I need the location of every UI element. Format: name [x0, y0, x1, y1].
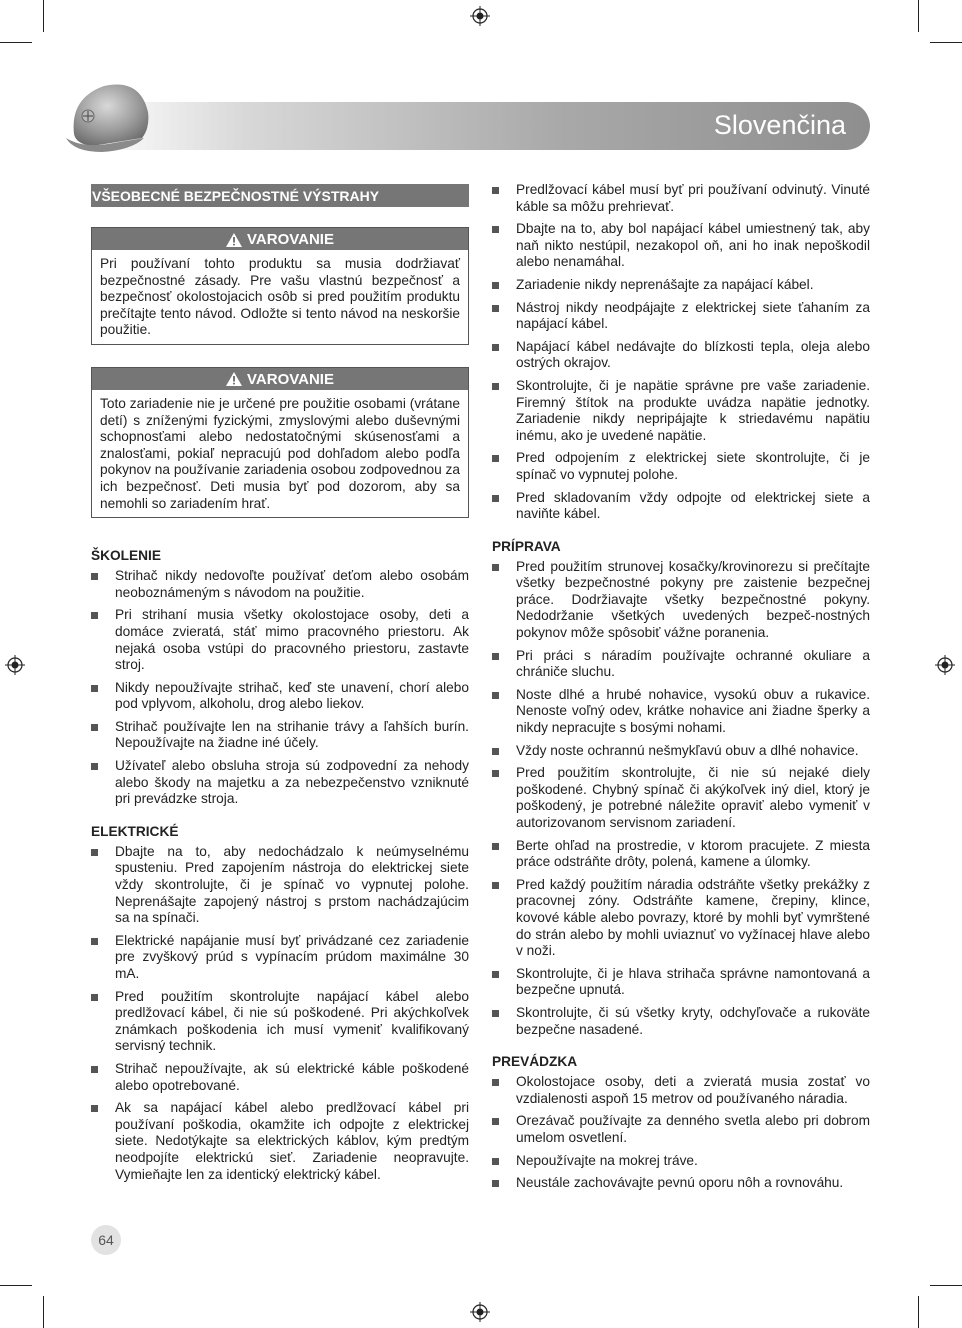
list-item: Napájací kábel nedávajte do blízkosti tepla, oleja alebo ostrých okrajov.: [492, 339, 870, 372]
list-item: Orezávač používajte za denného svetla alebo pri dobrom umelom osvetlení.: [492, 1113, 870, 1146]
list-skolenie: [91, 568, 469, 808]
list-item: Skontrolujte, či je hlava strihača správne namontovaná a bezpečne upnutá.: [492, 966, 870, 999]
list-item: Berte ohľad na prostredie, v ktorom pracujete. Z miesta práce odstráňte drôty, polená, kamene a úlomky.: [492, 838, 870, 871]
list-item: Pred použitím skontrolujte napájací kábel alebo predlžovací kábel, či nie sú poškodené. Pri akýchkoľvek známkach poškodenia ich musí vymeniť kvalifikovaný servisný technik.: [91, 989, 469, 1055]
square-bullet-icon: [492, 882, 499, 889]
list-item: Pri práci s náradím používajte ochranné okuliare a chrániče sluchu.: [492, 648, 870, 681]
crop-mark: [0, 1285, 32, 1286]
list-item: Dbajte na to, aby nedochádzalo k neúmyselnému spusteniu. Pred zapojením nástroja do elektrickej siete vždy skontrolujte, či je spínač vo vypnutej polohe. Neprenášajte zapojený nástroj s prstom nachádzajúcim sa na spínači.: [91, 844, 469, 927]
registration-mark-icon: [5, 655, 25, 675]
warning-triangle-icon: [226, 233, 242, 247]
header-bar: [90, 102, 870, 150]
warning-text: Pri používaní tohto produktu sa musia dodržiavať bezpečnostné zásady. Pre vašu vlastnú bezpečnosť a bezpečnosť okolostojacich osôb si pred použitím produktu prečítajte tento návod. Odložte si tento návod na neskoršie použitie.: [100, 256, 460, 338]
square-bullet-icon: [492, 1079, 499, 1086]
crop-mark: [918, 0, 919, 32]
list-item: Elektrické napájanie musí byť privádzané cez zariadenie pre zvyškový prúd s vypínacím prúdom maximálne 30 mA.: [91, 933, 469, 983]
square-bullet-icon: [492, 748, 499, 755]
list-item: Noste dlhé a hrubé nohavice, vysokú obuv a rukavice. Nenoste voľný odev, krátke nohavice ani žiadne šperky a nikdy nepracujte s bosými nohami.: [492, 687, 870, 737]
square-bullet-icon: [492, 971, 499, 978]
list-item: Pred použitím skontrolujte, či nie sú nejaké diely poškodené. Chybný spínač či akýkoľvek iný diel, ktorý je poškodený, je potrebné náležite opraviť alebo vymeniť v autorizovanom servisnom zariadení.: [492, 765, 870, 831]
language-title: Slovenčina: [713, 110, 846, 140]
section-title: VŠEOBECNÉ BEZPEČNOSTNÉ VÝSTRAHY: [91, 184, 469, 207]
subsection-title-prevadzka: PREVÁDZKA: [492, 1054, 578, 1070]
crop-mark: [43, 1296, 44, 1328]
square-bullet-icon: [492, 1158, 499, 1165]
right-column: [492, 182, 870, 1198]
list-item: Pred skladovaním vždy odpojte od elektrickej siete a naviňte kábel.: [492, 490, 870, 523]
list-priprava: [492, 559, 870, 1038]
square-bullet-icon: [91, 994, 98, 1001]
square-bullet-icon: [91, 573, 98, 580]
list-item: Pred použitím strunovej kosačky/krovinorezu si prečítajte všetky bezpečnostné pokyny pre zaistenie bezpečnej práce. Dodržiavajte všetky bezpečnostné pokyny. Nedodržanie všetkých uvedených bezpeč-nostných pokynov môže spôsobiť vážne poranenia.: [492, 559, 870, 642]
registration-mark-icon: [470, 6, 490, 26]
list-item: Okolostojace osoby, deti a zvieratá musia zostať vo vzdialenosti aspoň 15 metrov od používaného náradia.: [492, 1074, 870, 1107]
warning-box: [91, 367, 469, 518]
square-bullet-icon: [91, 938, 98, 945]
list-item: Užívateľ alebo obsluha stroja sú zodpovední za nehody alebo škody na majetku a za nebezpečenstvo vzniknuté pri prevádzke stroja.: [91, 758, 469, 808]
warning-title: VAROVANIE: [247, 370, 334, 388]
list-item: Nikdy nepoužívajte strihač, keď ste unavení, chorí alebo pod vplyvom, alkoholu, drog alebo liekov.: [91, 680, 469, 713]
list-item: Zariadenie nikdy neprenášajte za napájací kábel.: [492, 277, 870, 294]
square-bullet-icon: [91, 685, 98, 692]
list-item: Predlžovací kábel musí byť pri používaní odvinutý. Vinuté káble sa môžu prehrievať.: [492, 182, 870, 215]
square-bullet-icon: [492, 843, 499, 850]
crop-mark: [930, 1285, 962, 1286]
list-elektricke: [91, 844, 469, 1183]
crop-mark: [918, 1296, 919, 1328]
list-item: Strihač používajte len na strihanie trávy a ľahších burín. Nepoužívajte na žiadne iné účely.: [91, 719, 469, 752]
registration-mark-icon: [935, 655, 955, 675]
square-bullet-icon: [492, 564, 499, 571]
warning-header: [92, 368, 468, 390]
crop-mark: [43, 0, 44, 32]
list-item: Pred každý použitím náradia odstráňte všetky prekážky z pracovnej zóny. Odstráňte kamene, črepiny, klince, kovové káble alebo povrazy, ktoré by mohli byť vymrštené do strán alebo by mohli uviaznuť vo vyžínacej hlave alebo v noži.: [492, 877, 870, 960]
subsection-title-priprava: PRÍPRAVA: [492, 538, 561, 554]
square-bullet-icon: [492, 770, 499, 777]
square-bullet-icon: [492, 692, 499, 699]
crop-mark: [0, 42, 32, 43]
square-bullet-icon: [91, 612, 98, 619]
warning-box: [91, 227, 469, 345]
square-bullet-icon: [492, 305, 499, 312]
list-item: Pri strihaní musia všetky okolostojace osoby, deti a domáce zvieratá, stáť mimo pracovného priestoru. Ak nejaká osoba vstúpi do pracovného priestoru, zastavte stroj.: [91, 607, 469, 673]
warning-title: VAROVANIE: [247, 231, 334, 248]
warning-triangle-icon: [226, 372, 242, 386]
square-bullet-icon: [492, 1010, 499, 1017]
list-item: Nepoužívajte na mokrej tráve.: [492, 1153, 870, 1170]
square-bullet-icon: [492, 282, 499, 289]
subsection-title-skolenie: ŠKOLENIE: [91, 548, 161, 564]
square-bullet-icon: [492, 653, 499, 660]
warning-text: Toto zariadenie nie je určené pre použitie osobami (vrátane detí) s zníženými fyzickými, zmyslovými alebo duševnými schopnosťami alebo nedostatočnými skúsenosťami a znalosťami, pokiaľ nepracujú pod dohľadom alebo podľa pokynov na používanie zariadenia osobou zodpovednou za ich bezpečnosť. Deti musia byť pod dozorom, aby sa nemohli so zariadením hrať.: [100, 395, 460, 511]
square-bullet-icon: [91, 763, 98, 770]
subsection-title-elektricke: ELEKTRICKÉ: [91, 823, 179, 839]
square-bullet-icon: [492, 187, 499, 194]
list-cable-safety: [492, 182, 870, 523]
square-bullet-icon: [91, 724, 98, 731]
registration-mark-icon: [470, 1302, 490, 1322]
square-bullet-icon: [492, 455, 499, 462]
square-bullet-icon: [492, 226, 499, 233]
left-column: [91, 184, 469, 1189]
square-bullet-icon: [492, 495, 499, 502]
square-bullet-icon: [492, 1180, 499, 1187]
list-item: Strihač nikdy nedovoľte používať deťom alebo osobám neoboznámeným s návodom na použitie.: [91, 568, 469, 601]
warning-header: [92, 228, 468, 250]
square-bullet-icon: [492, 383, 499, 390]
list-prevadzka: [492, 1074, 870, 1192]
list-item: Pred odpojením z elektrickej siete skontrolujte, či je spínač vo vypnutej polohe.: [492, 450, 870, 483]
list-item: Vždy noste ochrannú nešmykľavú obuv a dlhé nohavice.: [492, 743, 870, 760]
list-item: Skontrolujte, či sú všetky kryty, odchyľovače a rukoväte bezpečne nasadené.: [492, 1005, 870, 1038]
square-bullet-icon: [91, 1066, 98, 1073]
list-item: Ak sa napájací kábel alebo predlžovací kábel pri používaní poškodia, okamžite ich odpojte z elektrickej siete. Nedotýkajte sa elektrických káblov, kým predtým neodpojíte elektrickú sieť. Zariadenie neopravujte. Vymieňajte len za identický elektrický kábel.: [91, 1100, 469, 1183]
square-bullet-icon: [91, 1105, 98, 1112]
crop-mark: [930, 42, 962, 43]
page-number: 64: [91, 1225, 121, 1255]
list-item: Dbajte na to, aby bol napájací kábel umiestnený tak, aby naň nikto nestúpil, nezakopol oň, ani ho inak nepoškodil alebo nenamáhal.: [492, 221, 870, 271]
safety-helmet-icon: [62, 76, 162, 156]
square-bullet-icon: [492, 1118, 499, 1125]
square-bullet-icon: [91, 849, 98, 856]
list-item: Strihač nepoužívajte, ak sú elektrické káble poškodené alebo opotrebované.: [91, 1061, 469, 1094]
list-item: Skontrolujte, či je napätie správne pre vaše zariadenie. Firemný štítok na produkte uvádza napätie jednotky. Zariadenie nikdy nepripájajte k striedavému napätiu inému, ako je uvedené napätie.: [492, 378, 870, 444]
list-item: Nástroj nikdy neodpájajte z elektrickej siete ťahaním za napájací kábel.: [492, 300, 870, 333]
list-item: Neustále zachovávajte pevnú oporu nôh a rovnováhu.: [492, 1175, 870, 1192]
square-bullet-icon: [492, 344, 499, 351]
